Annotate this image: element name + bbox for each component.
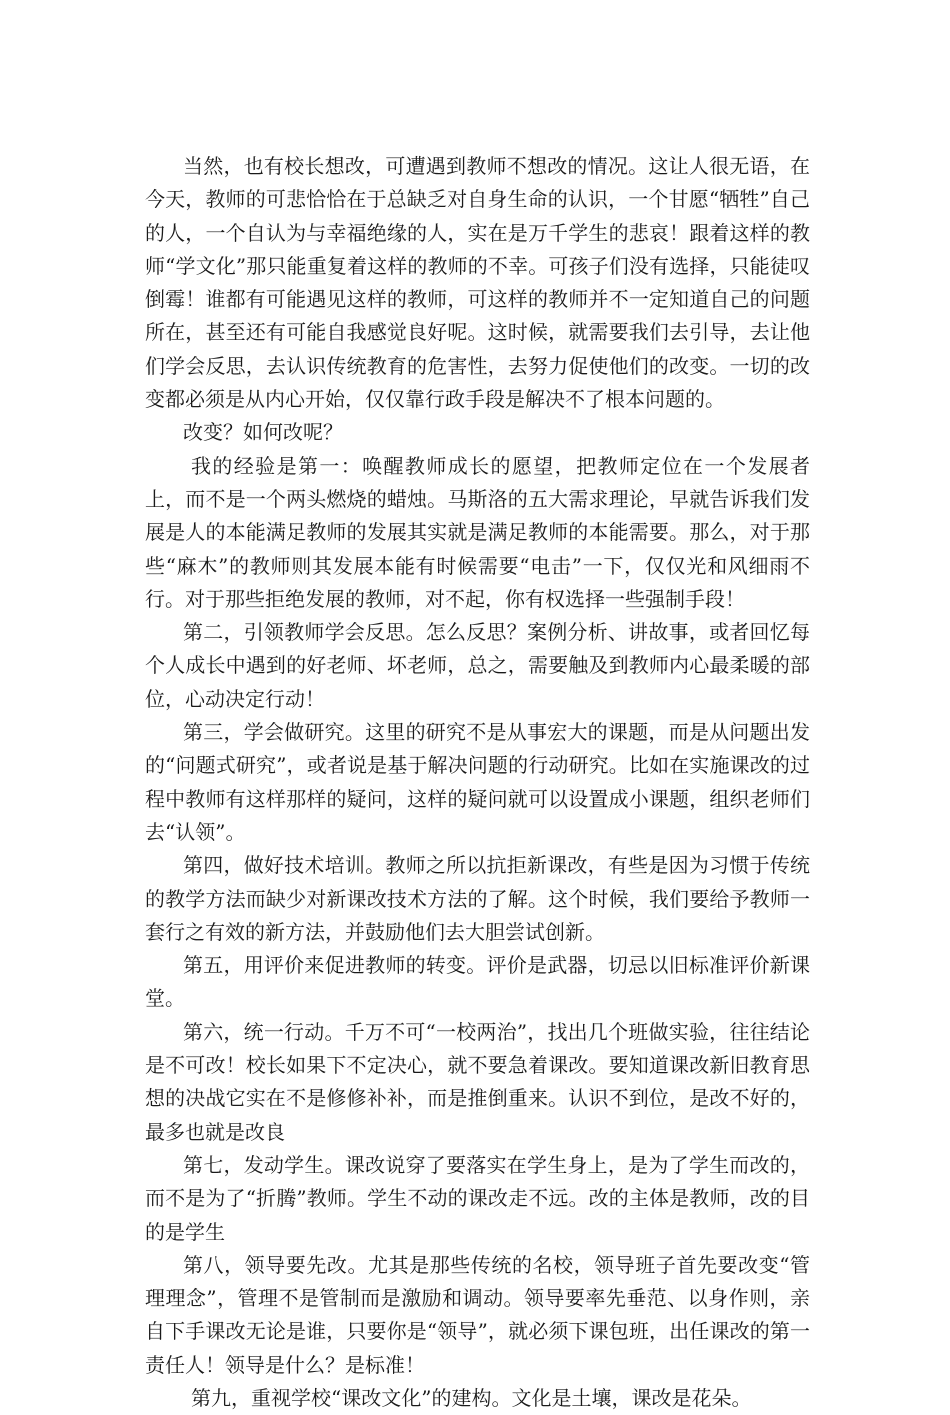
- paragraph-point-4: 第四，做好技术培训。教师之所以抗拒新课改，有些是因为习惯于传统的教学方法而缺少对新课改技术方法的了解。这个时候，我们要给予教师一套行之有效的新方法，并鼓励他们去大胆尝试创新。: [145, 853, 810, 944]
- paragraph-point-8: 第八，领导要先改。尤其是那些传统的名校，领导班子首先要改变“管理理念”，管理不是管制而是激励和调动。领导要率先垂范、以身作则，亲自下手课改无论是谁，只要你是“领导”，就必须下课包班，出任课改的第一责任人！领导是什么？是标准！: [145, 1252, 810, 1377]
- paragraph-point-1: 我的经验是第一：唤醒教师成长的愿望，把教师定位在一个发展者上，而不是一个两头燃烧的蜡烛。马斯洛的五大需求理论，早就告诉我们发展是人的本能满足教师的发展其实就是满足教师的本能需要。那么，对于那些“麻木”的教师则其发展本能有时候需要“电击”一下，仅仅光和风细雨不行。对于那些拒绝发展的教师，对不起，你有权选择一些强制手段！: [145, 453, 810, 611]
- paragraph-principal-teachers: 当然，也有校长想改，可遭遇到教师不想改的情况。这让人很无语，在今天，教师的可悲恰恰在于总缺乏对自身生命的认识，一个甘愿“牺牲”自己的人，一个自认为与幸福绝缘的人，实在是万千学生的悲哀！跟着这样的教师“学文化”那只能重复着这样的教师的不幸。可孩子们没有选择，只能徒叹倒霉！谁都有可能遇见这样的教师，可这样的教师并不一定知道自己的问题所在，甚至还有可能自我感觉良好呢。这时候，就需要我们去引导，去让他们学会反思，去认识传统教育的危害性，去努力促使他们的改变。一切的改变都必须是从内心开始，仅仅靠行政手段是解决不了根本问题的。: [145, 154, 810, 412]
- paragraph-point-5: 第五，用评价来促进教师的转变。评价是武器，切忌以旧标准评价新课堂。: [145, 953, 810, 1011]
- paragraph-how-to-change: 改变？如何改呢？: [183, 420, 343, 445]
- paragraph-point-3: 第三，学会做研究。这里的研究不是从事宏大的课题，而是从问题出发的“问题式研究”，或者说是基于解决问题的行动研究。比如在实施课改的过程中教师有这样那样的疑问，这样的疑问就可以设置成小课题，组织老师们去“认领”。: [145, 720, 810, 844]
- paragraph-point-6: 第六，统一行动。千万不可“一校两治”，找出几个班做实验，往往结论是不可改！校长如果下不定决心，就不要急着课改。要知道课改新旧教育思想的决战它实在不是修修补补，而是推倒重来。认识不到位，是改不好的，最多也就是改良: [145, 1019, 810, 1144]
- paragraph-point-7: 第七，发动学生。课改说穿了要落实在学生身上，是为了学生而改的，而不是为了“折腾”教师。学生不动的课改走不远。改的主体是教师，改的目的是学生: [145, 1152, 810, 1244]
- paragraph-point-9: 第九，重视学校“课改文化”的建构。文化是土壤，课改是花朵。: [191, 1385, 752, 1410]
- document-body: [145, 150, 810, 1415]
- paragraph-point-2: 第二，引领教师学会反思。怎么反思？案例分析、讲故事，或者回忆每个人成长中遇到的好老师、坏老师，总之，需要触及到教师内心最柔暖的部位，心动决定行动！: [145, 620, 810, 711]
